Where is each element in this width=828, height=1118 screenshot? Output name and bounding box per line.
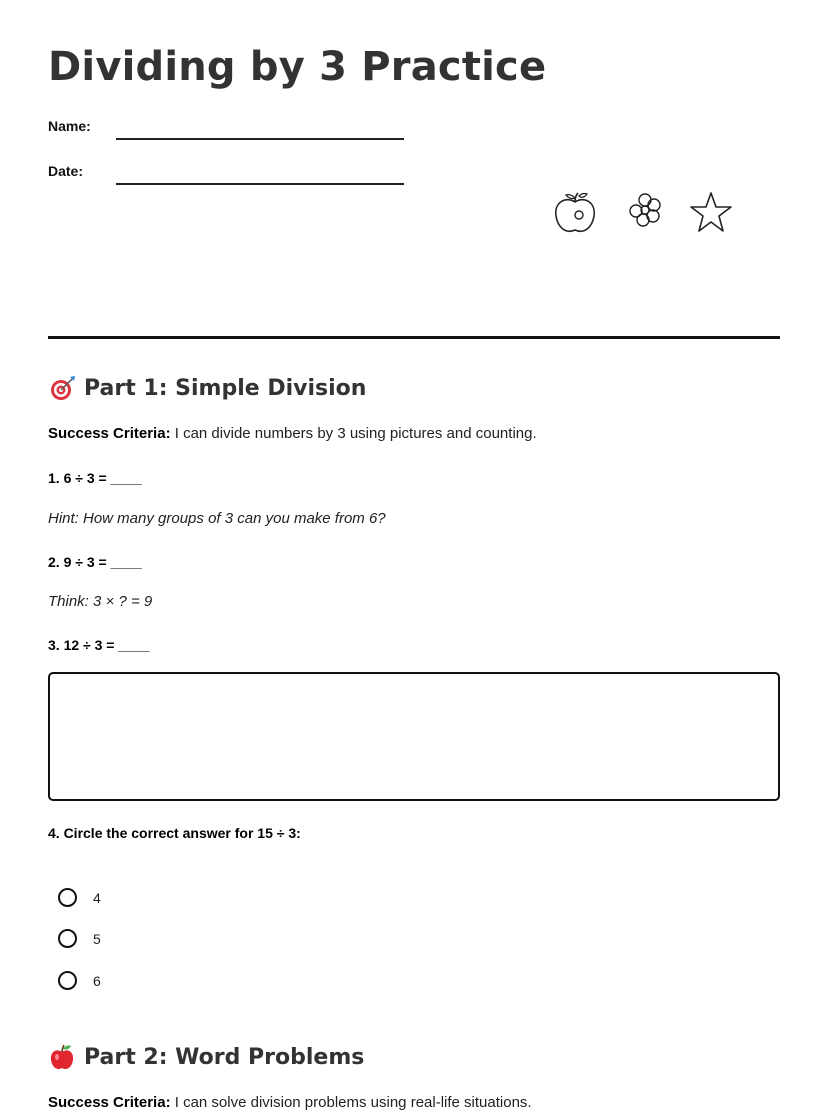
worksheet-title: Dividing by 3 Practice <box>48 44 547 90</box>
question-1-hint: Hint: How many groups of 3 can you make from 6? <box>48 510 386 527</box>
date-field[interactable] <box>116 183 404 185</box>
criteria-text: I can solve division problems using real-life situations. <box>170 1094 532 1111</box>
part2-heading <box>48 1043 364 1071</box>
option-label: 5 <box>93 930 101 947</box>
criteria-text: I can divide numbers by 3 using pictures and counting. <box>170 425 537 442</box>
question-3: 3. 12 ÷ 3 = ____ <box>48 637 150 653</box>
apple-icon <box>552 190 598 236</box>
section-divider <box>48 336 780 339</box>
radio-circle[interactable] <box>58 888 77 907</box>
star-icon <box>688 190 734 236</box>
option-4[interactable] <box>58 888 101 907</box>
criteria-label: Success Criteria: <box>48 425 171 442</box>
question-1: 1. 6 ÷ 3 = ____ <box>48 470 142 486</box>
part1-success-criteria <box>48 425 537 442</box>
radio-circle[interactable] <box>58 929 77 948</box>
part2-success-criteria <box>48 1094 532 1111</box>
question-2-hint: Think: 3 × ? = 9 <box>48 593 153 610</box>
apple-emoji-icon <box>48 1043 76 1071</box>
name-field[interactable] <box>116 138 404 140</box>
question-2: 2. 9 ÷ 3 = ____ <box>48 554 142 570</box>
name-label: Name: <box>48 118 91 134</box>
radio-circle[interactable] <box>58 971 77 990</box>
option-6[interactable] <box>58 971 101 990</box>
header-icons <box>552 190 742 238</box>
part2-heading-text: Part 2: Word Problems <box>84 1044 365 1070</box>
answer-box[interactable] <box>48 672 780 801</box>
criteria-label: Success Criteria: <box>48 1094 171 1111</box>
option-5[interactable] <box>58 929 101 948</box>
flower-icon <box>626 190 672 236</box>
part1-heading-text: Part 1: Simple Division <box>84 375 367 401</box>
question-4: 4. Circle the correct answer for 15 ÷ 3: <box>48 825 301 841</box>
date-label: Date: <box>48 163 84 179</box>
target-icon <box>48 374 76 402</box>
option-label: 4 <box>93 889 101 906</box>
part1-heading <box>48 374 366 402</box>
option-label: 6 <box>93 972 101 989</box>
